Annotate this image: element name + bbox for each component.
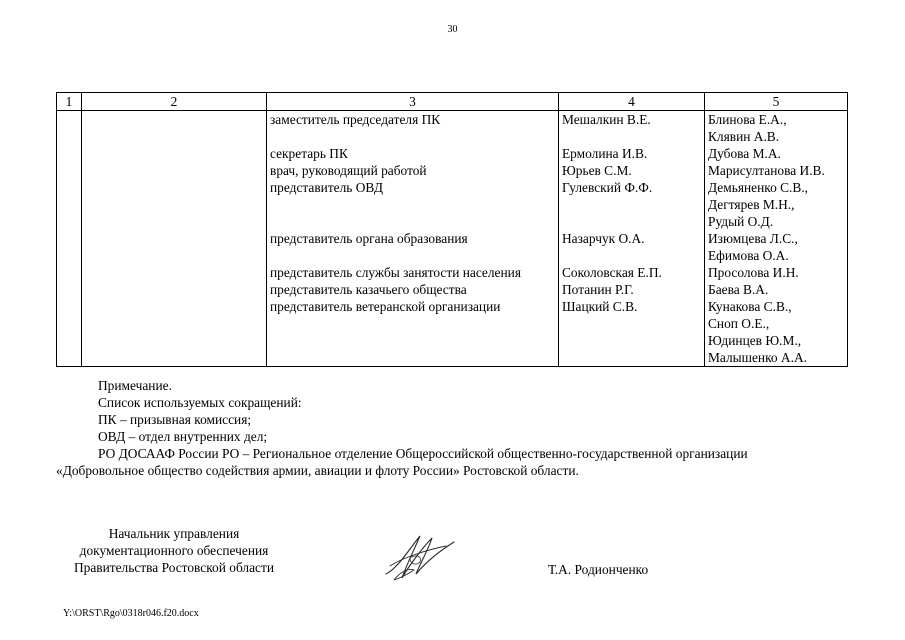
member-name: Мешалкин В.Е.: [562, 112, 651, 127]
table-header-row: [57, 93, 848, 111]
member-name: Потанин Р.Г.: [562, 282, 634, 297]
member-name: Назарчук О.А.: [562, 231, 645, 246]
abbreviation-item: ОВД – отдел внутренних дел;: [98, 429, 268, 444]
role-text: представитель казачьего общества: [270, 282, 467, 297]
reserve-name: Демьяненко С.В.,: [708, 180, 809, 195]
column-header-3: 3: [267, 93, 559, 111]
role-text: представитель органа образования: [270, 231, 468, 246]
member-name: Гулевский Ф.Ф.: [562, 180, 653, 195]
abbreviation-item: РО ДОСААФ России РО – Региональное отделение Общероссийской общественно-государственной организации: [98, 446, 748, 461]
column-header-5: 5: [705, 93, 848, 111]
handwritten-signature: [380, 528, 460, 584]
reserve-name: Юдинцев Ю.М.,: [708, 333, 802, 348]
abbreviations-note: [56, 377, 847, 479]
role-text: заместитель председателя ПК: [270, 112, 441, 127]
member-column: [559, 111, 705, 367]
commission-table: [56, 92, 848, 367]
member-name: Юрьев С.М.: [562, 163, 632, 178]
signatory-position: [58, 525, 290, 576]
file-path: Y:\ORST\Rgo\0318r046.f20.docx: [63, 608, 199, 619]
note-intro: Список используемых сокращений:: [98, 395, 302, 410]
column-2-cell: [82, 111, 267, 367]
reserve-name: Просолова И.Н.: [708, 265, 799, 280]
column-header-1: 1: [57, 93, 82, 111]
abbreviation-item-continuation: «Добровольное общество содействия армии, авиации и флоту России» Ростовской области.: [56, 463, 579, 478]
column-header-4: 4: [559, 93, 705, 111]
reserve-name: Малышенко А.А.: [708, 350, 807, 365]
reserve-name: Баева В.А.: [708, 282, 769, 297]
role-column: [267, 111, 559, 367]
signatory-name: Т.А. Родионченко: [548, 562, 649, 577]
reserve-name: Марисултанова И.В.: [708, 163, 825, 178]
reserve-name: Блинова Е.А.,: [708, 112, 787, 127]
position-line: документационного обеспечения: [79, 543, 269, 558]
reserve-name: Ефимова О.А.: [708, 248, 789, 263]
member-name: Соколовская Е.П.: [562, 265, 662, 280]
role-text: представитель службы занятости населения: [270, 265, 521, 280]
note-title: Примечание.: [98, 378, 172, 393]
reserve-name: Сноп О.Е.,: [708, 316, 770, 331]
position-line: Начальник управления: [108, 526, 240, 541]
role-text: представитель ветеранской организации: [270, 299, 501, 314]
reserve-column: [705, 111, 848, 367]
position-line: Правительства Ростовской области: [73, 560, 275, 575]
member-name: Шацкий С.В.: [562, 299, 638, 314]
member-name: Ермолина И.В.: [562, 146, 648, 161]
role-text: секретарь ПК: [270, 146, 348, 161]
column-1-cell: [57, 111, 82, 367]
abbreviation-item: ПК – призывная комиссия;: [98, 412, 252, 427]
reserve-name: Дегтярев М.Н.,: [708, 197, 795, 212]
page-number: 30: [447, 24, 458, 35]
reserve-name: Дубова М.А.: [708, 146, 781, 161]
role-text: врач, руководящий работой: [270, 163, 427, 178]
reserve-name: Рудый О.Д.: [708, 214, 774, 229]
role-text: представитель ОВД: [270, 180, 383, 195]
reserve-name: Изюмцева Л.С.,: [708, 231, 798, 246]
reserve-name: Клявин А.В.: [708, 129, 780, 144]
reserve-name: Кунакова С.В.,: [708, 299, 792, 314]
table-row: [57, 111, 848, 367]
column-header-2: 2: [82, 93, 267, 111]
